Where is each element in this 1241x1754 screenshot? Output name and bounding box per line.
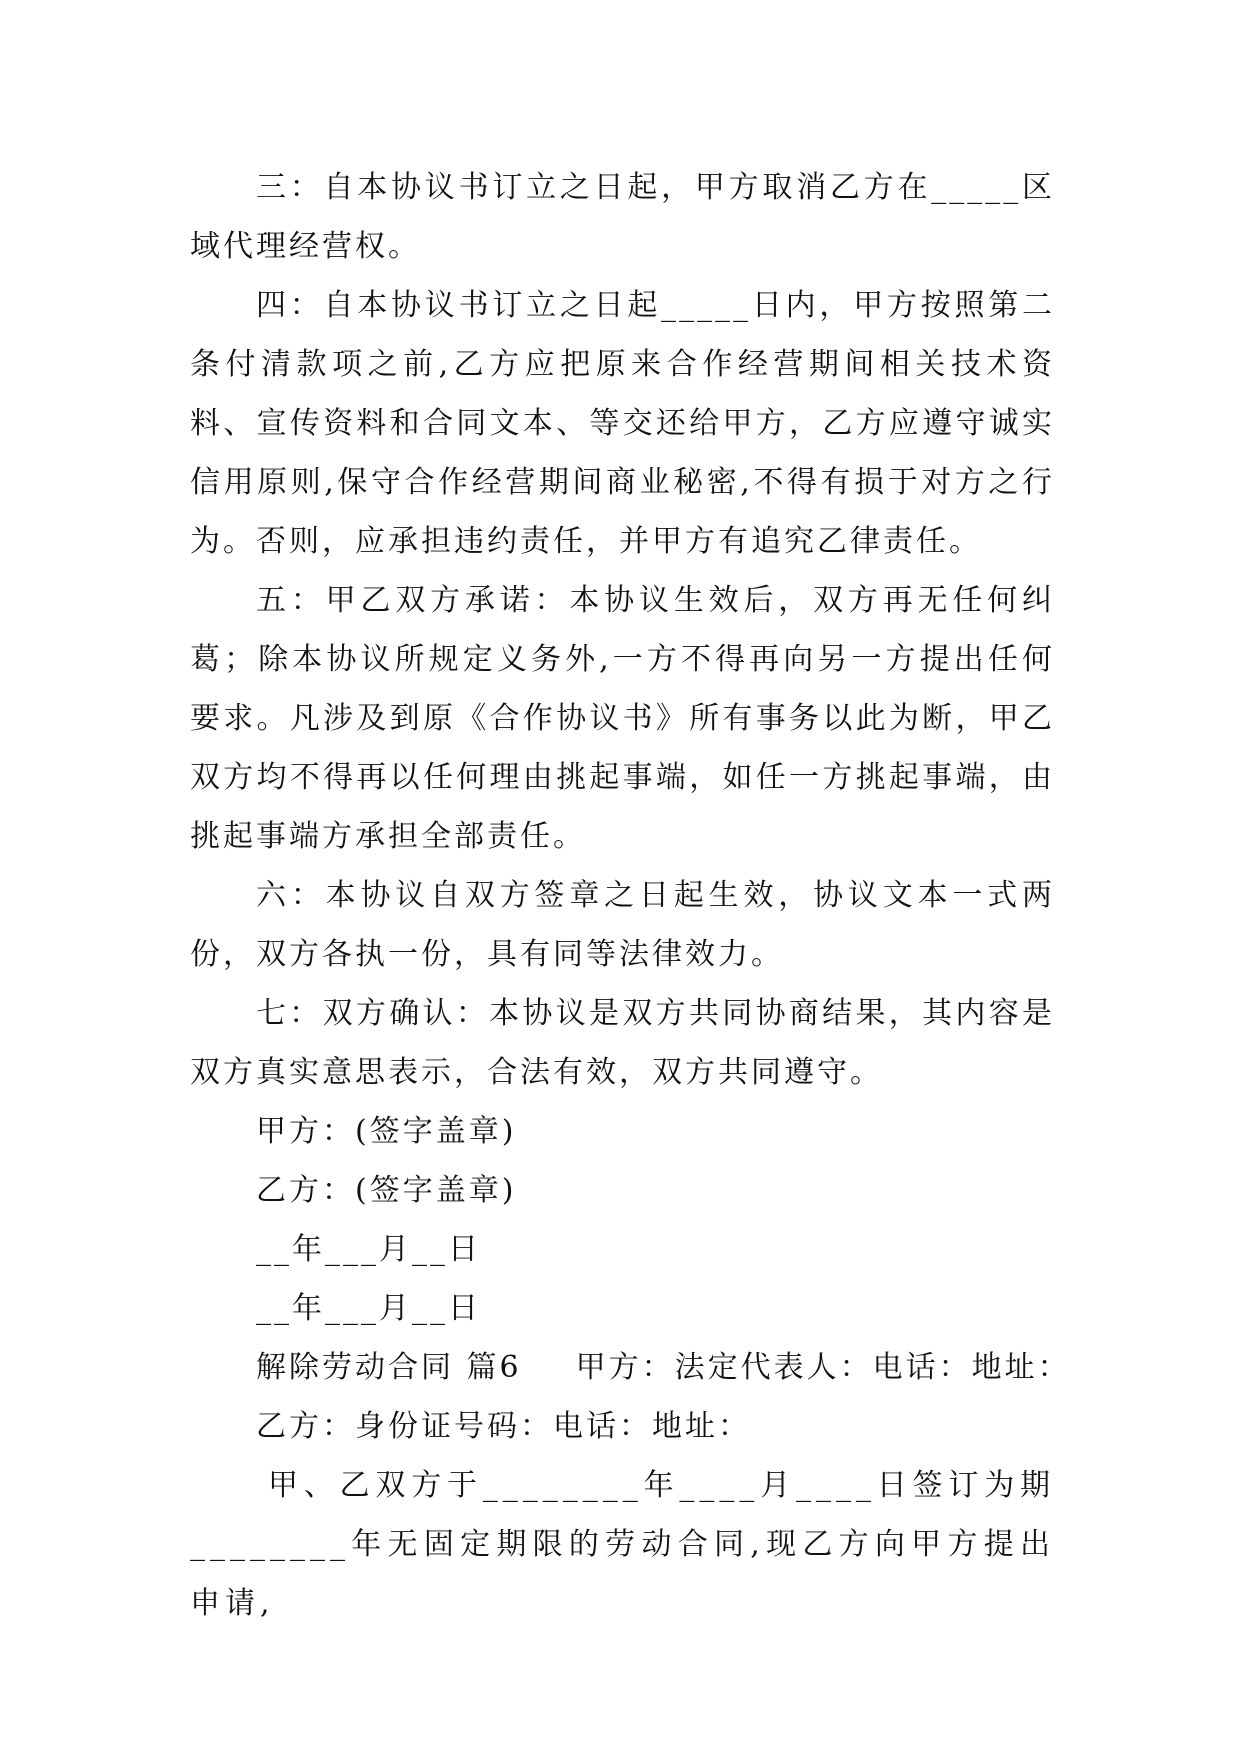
party-a-info: 甲方：法定代表人：电话：地址：	[575, 1350, 1071, 1385]
document-body	[190, 158, 1071, 1633]
party-a-signature: 甲方：(签字盖章)	[256, 1114, 517, 1149]
clause-five: 五：甲乙双方承诺：本协议生效后，双方再无任何纠葛；除本协议所规定义务外,一方不得再向另一方提出任何要求。凡涉及到原《合作协议书》所有事务以此为断，甲乙双方均不得再以任何理由挑起事端，如任一方挑起事端，由挑起事端方承担全部责任。	[190, 583, 1055, 854]
termination-paragraph: 甲、乙双方于________年____月____日签订为期________年无固定期限的劳动合同,现乙方向甲方提出申请,	[190, 1468, 1055, 1621]
clause-six: 六：本协议自双方签章之日起生效，协议文本一式两份，双方各执一份，具有同等法律效力。	[190, 878, 1055, 972]
section-heading-line	[190, 1338, 1071, 1397]
party-b-info: 乙方：身份证号码：电话：地址：	[256, 1409, 751, 1444]
clause-three: 三：自本协议书订立之日起，甲方取消乙方在_____区域代理经营权。	[190, 170, 1055, 264]
clause-four: 四：自本协议书订立之日起_____日内，甲方按照第二条付清款项之前,乙方应把原来合作经营期间相关技术资料、宣传资料和合同文本、等交还给甲方，乙方应遵守诚实信用原则,保守合作经营期间商业秘密,不得有损于对方之行为。否则，应承担违约责任，并甲方有追究乙律责任。	[190, 288, 1055, 559]
date-line-2: __年___月__日	[256, 1291, 481, 1326]
date-line-1: __年___月__日	[256, 1232, 481, 1267]
clause-seven: 七：双方确认：本协议是双方共同协商结果，其内容是双方真实意思表示，合法有效，双方共同遵守。	[190, 996, 1055, 1090]
party-b-signature: 乙方：(签字盖章)	[256, 1173, 517, 1208]
section-title: 解除劳动合同 篇6	[256, 1350, 522, 1385]
